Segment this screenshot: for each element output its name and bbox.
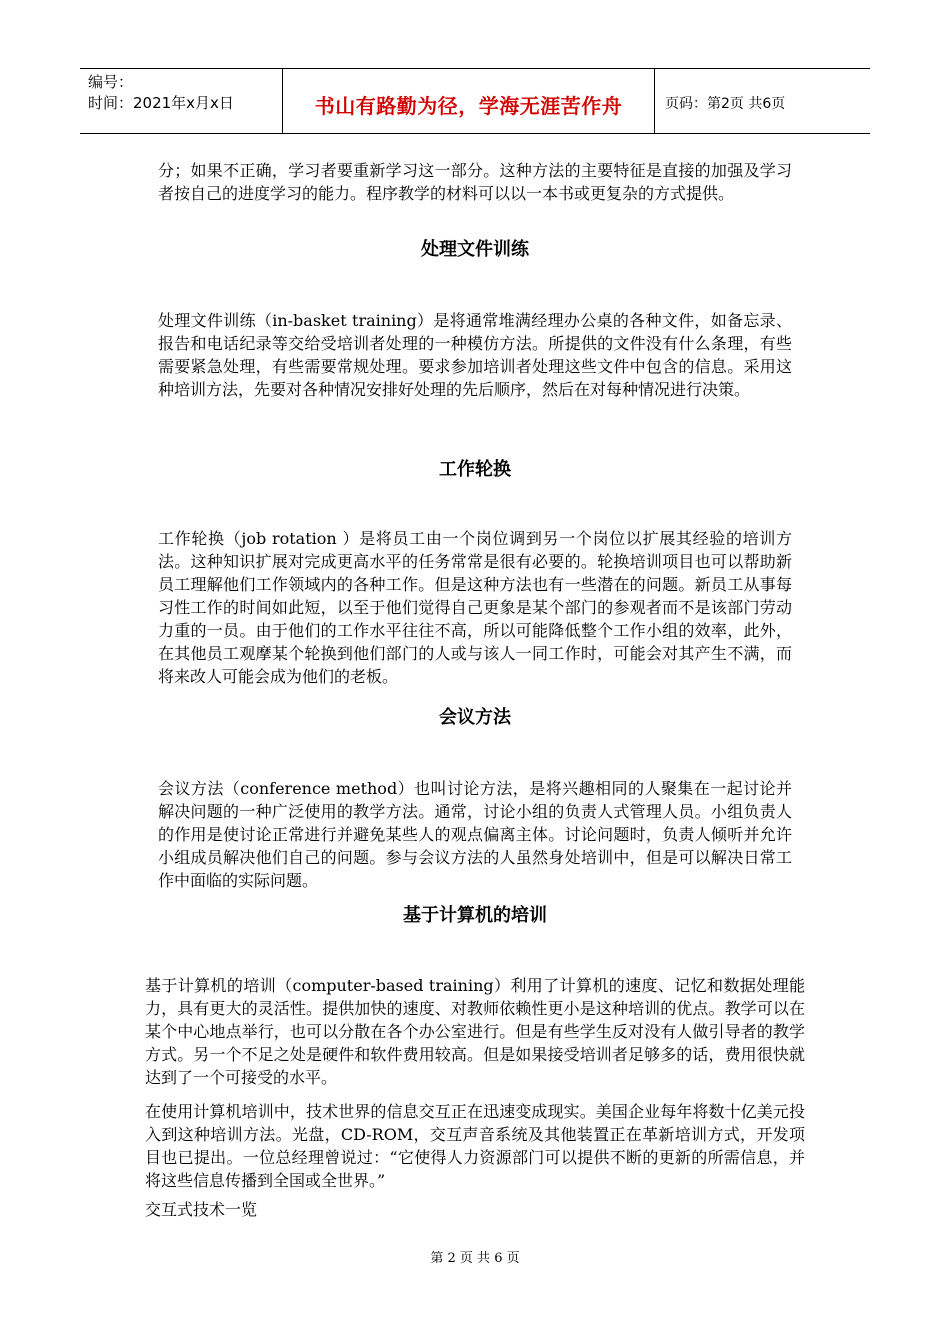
header-motto: 书山有路勤为径，学海无涯苦作舟: [283, 69, 655, 133]
section-heading-inbasket: 处理文件训练: [421, 239, 529, 260]
section-heading-computer: 基于计算机的培训: [403, 905, 547, 926]
computer-paragraph-3: 交互式技术一览: [145, 1200, 258, 1219]
page-header: [80, 68, 870, 134]
header-page-info: 页码：第2页 共6页: [665, 96, 786, 112]
inbasket-paragraph: 处理文件训练（in-basket training）是将通常堆满经理办公桌的各种文件，如备忘录、报告和电话纪录等交给受培训者处理的一种模仿方法。所提供的文件没有什么条理，有些需要紧急处理，有些需要常规处理。要求参加培训者处理这些文件中包含的信息。采用这种培训方法，先要对各种情况安排好处理的先后顺序，然后在对每种情况进行决策。: [158, 311, 792, 399]
header-meta-cell: [80, 69, 283, 133]
document-number-label: 编号：: [88, 73, 134, 91]
section-heading-conference: 会议方法: [439, 707, 511, 728]
conference-paragraph: 会议方法（conference method）也叫讨论方法，是将兴趣相同的人聚集在一起讨论并解决问题的一种广泛使用的教学方法。通常，讨论小组的负责人式管理人员。小组负责人的作用是使讨论正常进行并避免某些人的观点偏离主体。讨论问题时，负责人倾听并允许小组成员解决他们自己的问题。参与会议方法的人虽然身处培训中，但是可以解决日常工作中面临的实际问题。: [158, 779, 792, 890]
computer-paragraph-2: 在使用计算机培训中，技术世界的信息交互正在迅速变成现实。美国企业每年将数十亿美元投入到这种培训方法。光盘，CD-ROM，交互声音系统及其他装置正在革新培训方式，开发项目也已提出。一位总经理曾说过：“它使得人力资源部门可以提供不断的更新的所需信息，并将这些信息传播到全国或全世界。”: [145, 1102, 805, 1190]
computer-paragraph-1: 基于计算机的培训（computer-based training）利用了计算机的速度、记忆和数据处理能力，具有更大的灵活性。提供加快的速度、对教师依赖性更小是这种培训的优点。教学可以在某个中心地点举行，也可以分散在各个办公室进行。但是有些学生反对没有人做引导者的教学方式。另一个不足之处是硬件和软件费用较高。但是如果接受培训者足够多的话，费用很快就达到了一个可接受的水平。: [145, 976, 805, 1087]
rotation-paragraph: 工作轮换（job rotation ）是将员工由一个岗位调到另一个岗位以扩展其经验的培训方法。这种知识扩展对完成更高水平的任务常常是很有必要的。轮换培训项目也可以帮助新员工理解他们工作领域内的各种工作。但是这种方法也有一些潜在的问题。新员工从事每习性工作的时间如此短，以至于他们觉得自己更象是某个部门的参观者而不是该部门劳动力重的一员。由于他们的工作水平往往不高，所以可能降低整个工作小组的效率，此外，在其他员工观摩某个轮换到他们部门的人或与该人一同工作时，可能会对其产生不满，而将来改人可能会成为他们的老板。: [158, 529, 792, 686]
document-date: 时间：2021年x月x日: [88, 94, 234, 112]
intro-paragraph: 分；如果不正确，学习者要重新学习这一部分。这种方法的主要特征是直接的加强及学习者按自己的进度学习的能力。程序教学的材料可以以一本书或更复杂的方式提供。: [158, 161, 792, 203]
page-footer: 第 2 页 共 6 页: [430, 1251, 520, 1266]
section-heading-rotation: 工作轮换: [439, 459, 511, 480]
